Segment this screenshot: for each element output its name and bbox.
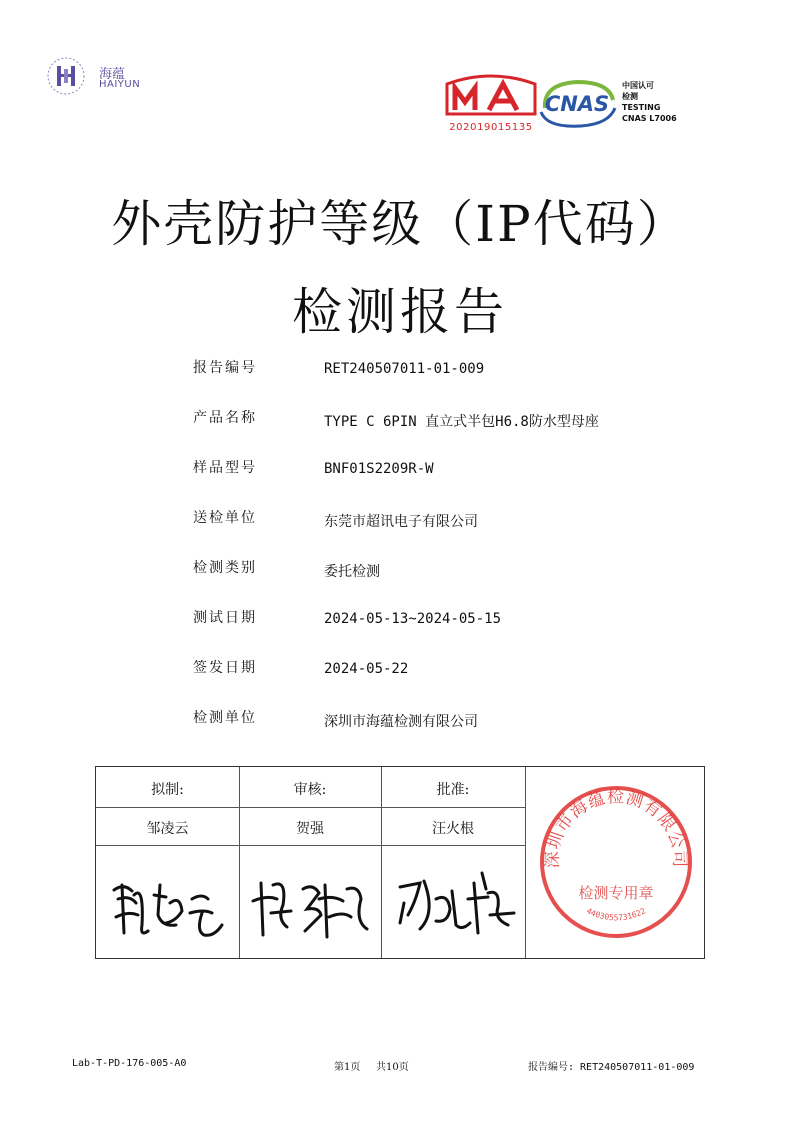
info-value-testing-lab: 深圳市海蕴检测有限公司 [324, 714, 478, 730]
footer-total-pages: 共10页 [376, 1062, 409, 1073]
cnas-line-3: TESTING [622, 103, 661, 112]
info-value-model: BNF01S2209R-W [324, 461, 434, 477]
header-reviewed: 审核: [293, 782, 327, 798]
table-divider [525, 767, 526, 958]
name-drafted: 邹凌云 [146, 821, 189, 837]
cnas-text [622, 80, 677, 124]
name-approved: 汪火根 [432, 821, 474, 837]
signature-approved [390, 853, 522, 948]
haiyun-name-en: HAIYUN [99, 79, 141, 90]
header-drafted: 拟制: [151, 782, 184, 798]
report-title-line1: 外壳防护等级（IP代码） [111, 195, 689, 253]
info-label-model: 样品型号 [193, 460, 257, 476]
footer-form-code: Lab-T-PD-176-005-A0 [72, 1058, 187, 1069]
info-label-product-name: 产品名称 [193, 410, 257, 426]
haiyun-mark-icon [46, 56, 86, 96]
signature-reviewed [247, 855, 375, 950]
info-label-test-type: 检测类别 [193, 560, 257, 576]
haiyun-logo [46, 56, 166, 100]
info-value-report-no: RET240507011-01-009 [324, 361, 485, 377]
svg-text:深圳市海蕴检测有限公司: 深圳市海蕴检测有限公司 [542, 787, 690, 869]
info-value-product-name: TYPE C 6PIN 直立式半包H6.8防水型母座 [324, 414, 599, 430]
info-value-test-type: 委托检测 [324, 564, 380, 580]
info-value-issue-date: 2024-05-22 [324, 661, 409, 677]
signature-drafted [104, 855, 232, 950]
name-reviewed: 贺强 [296, 821, 324, 837]
seal-icon [536, 782, 696, 942]
table-divider [96, 807, 525, 808]
header-approved: 批准: [436, 782, 470, 798]
report-title-line2: 检测报告 [292, 283, 508, 341]
cnas-line-2: 检测 [622, 92, 638, 101]
ma-logo [443, 72, 539, 138]
cnas-line-1: 中国认可 [622, 81, 654, 90]
haiyun-name-cn: 海蕴 [99, 67, 126, 82]
info-label-testing-lab: 检测单位 [193, 710, 257, 726]
info-label-report-no: 报告编号 [193, 360, 257, 376]
svg-text:4403055731622: 4403055731622 [584, 906, 648, 923]
info-value-test-date: 2024-05-13~2024-05-15 [324, 611, 502, 627]
table-divider [96, 845, 525, 846]
svg-text:CNAS: CNAS [544, 92, 610, 116]
info-label-client: 送检单位 [193, 510, 257, 526]
cnas-mark-icon [537, 78, 617, 130]
company-seal [536, 782, 696, 942]
info-label-issue-date: 签发日期 [193, 660, 257, 676]
cnas-logo [537, 78, 617, 130]
ma-mark-icon [443, 72, 539, 122]
ma-number: 202019015135 [449, 122, 533, 133]
footer-page: 第1页 [334, 1062, 361, 1073]
footer-report-no: 报告编号: RET240507011-01-009 [528, 1062, 695, 1073]
info-label-test-date: 测试日期 [193, 610, 257, 626]
cnas-line-4: CNAS L7006 [622, 114, 677, 123]
info-value-client: 东莞市超讯电子有限公司 [324, 514, 478, 530]
svg-text:检测专用章: 检测专用章 [578, 884, 654, 902]
